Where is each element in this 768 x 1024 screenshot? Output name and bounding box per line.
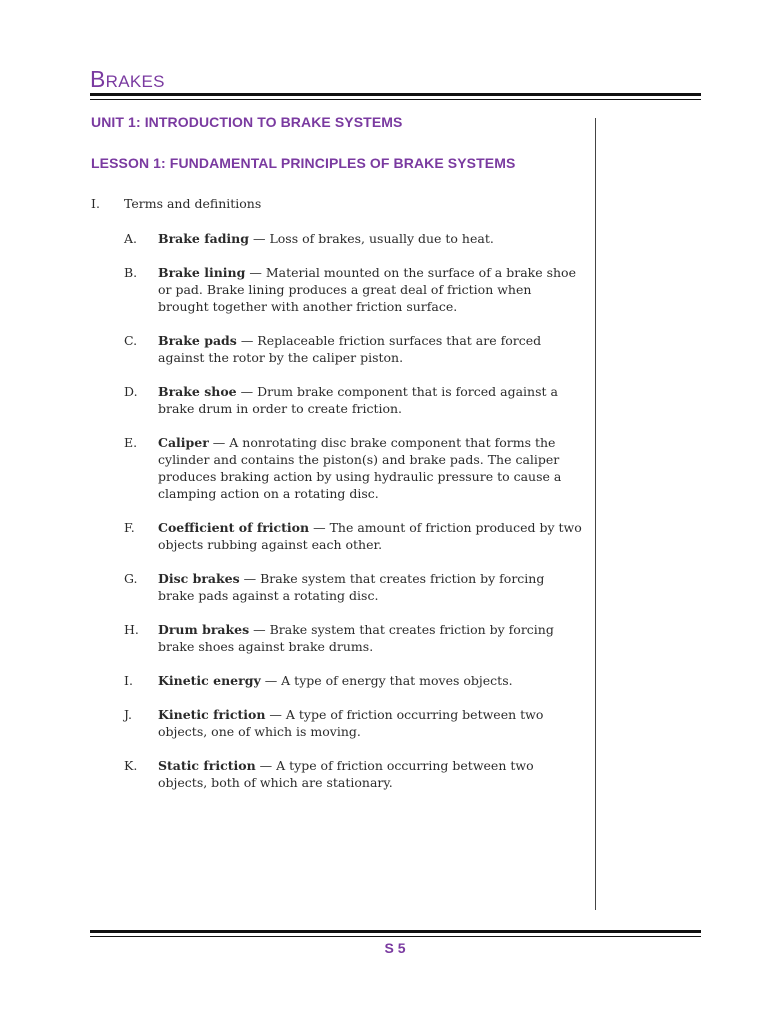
list-item (124, 621, 594, 655)
header-title-rest: RAKES (105, 72, 165, 91)
term-letter: K. (124, 758, 138, 773)
term-word: Coefficient of friction (158, 520, 310, 535)
list-item (124, 519, 594, 553)
margin-rule (595, 118, 596, 910)
footer-rule-thin (90, 936, 701, 937)
list-item (124, 570, 594, 604)
term-letter: B. (124, 265, 138, 280)
term-definition: — Drum brake component that is forced against a brake drum in order to create friction. (158, 384, 558, 416)
term-word: Brake lining (158, 265, 246, 280)
list-item (124, 383, 594, 417)
list-item (124, 332, 594, 366)
list-item (124, 706, 594, 740)
term-definition: — A type of friction occurring between two objects, one of which is moving. (158, 707, 544, 739)
term-word: Caliper (158, 435, 209, 450)
header-title-initial: B (90, 66, 106, 92)
term-word: Brake shoe (158, 384, 237, 399)
term-word: Drum brakes (158, 622, 250, 637)
term-definition: — A type of friction occurring between two objects, both of which are stationary. (158, 758, 534, 790)
list-item (124, 757, 594, 791)
term-word: Brake pads (158, 333, 237, 348)
list-item (124, 672, 594, 689)
term-word: Brake fading (158, 231, 250, 246)
terms-list (124, 230, 594, 808)
term-word: Static friction (158, 758, 256, 773)
section-numeral: I. (91, 196, 100, 211)
page-number: S 5 (384, 940, 406, 956)
list-item (124, 434, 594, 502)
term-letter: I. (124, 673, 133, 688)
term-definition: — The amount of friction produced by two objects rubbing against each other. (158, 520, 582, 552)
term-definition: — Brake system that creates friction by forcing brake shoes against brake drums. (158, 622, 554, 654)
term-word: Kinetic energy (158, 673, 261, 688)
term-definition: — A nonrotating disc brake component that forms the cylinder and contains the piston(s) and brake pads. The caliper produces braking action by using hydraulic pressure to cause a clamping action on a rotating disc. (158, 435, 562, 501)
list-item (124, 264, 594, 315)
term-letter: E. (124, 435, 138, 450)
term-letter: D. (124, 384, 138, 399)
term-definition: — Loss of brakes, usually due to heat. (249, 231, 494, 246)
term-letter: F. (124, 520, 135, 535)
section-heading (91, 196, 261, 211)
term-letter: A. (124, 231, 138, 246)
list-item (124, 230, 594, 247)
lesson-heading: LESSON 1: FUNDAMENTAL PRINCIPLES OF BRAKE SYSTEMS (91, 155, 516, 171)
term-definition: — A type of energy that moves objects. (260, 673, 513, 688)
term-word: Kinetic friction (158, 707, 266, 722)
footer-rule-thick (90, 930, 701, 933)
term-letter: J. (124, 707, 133, 722)
header-rule-thick (90, 93, 701, 96)
term-definition: — Brake system that creates friction by forcing brake pads against a rotating disc. (158, 571, 545, 603)
term-letter: H. (124, 622, 139, 637)
term-letter: C. (124, 333, 138, 348)
header-rule-thin (90, 99, 701, 100)
term-definition: — Material mounted on the surface of a brake shoe or pad. Brake lining produces a great deal of friction when brought together with another friction surface. (158, 265, 576, 314)
term-definition: — Replaceable friction surfaces that are forced against the rotor by the caliper piston. (158, 333, 542, 365)
section-title: Terms and definitions (124, 196, 262, 211)
document-header-title (90, 66, 165, 93)
term-word: Disc brakes (158, 571, 240, 586)
unit-heading: UNIT 1: INTRODUCTION TO BRAKE SYSTEMS (91, 114, 403, 130)
term-letter: G. (124, 571, 138, 586)
